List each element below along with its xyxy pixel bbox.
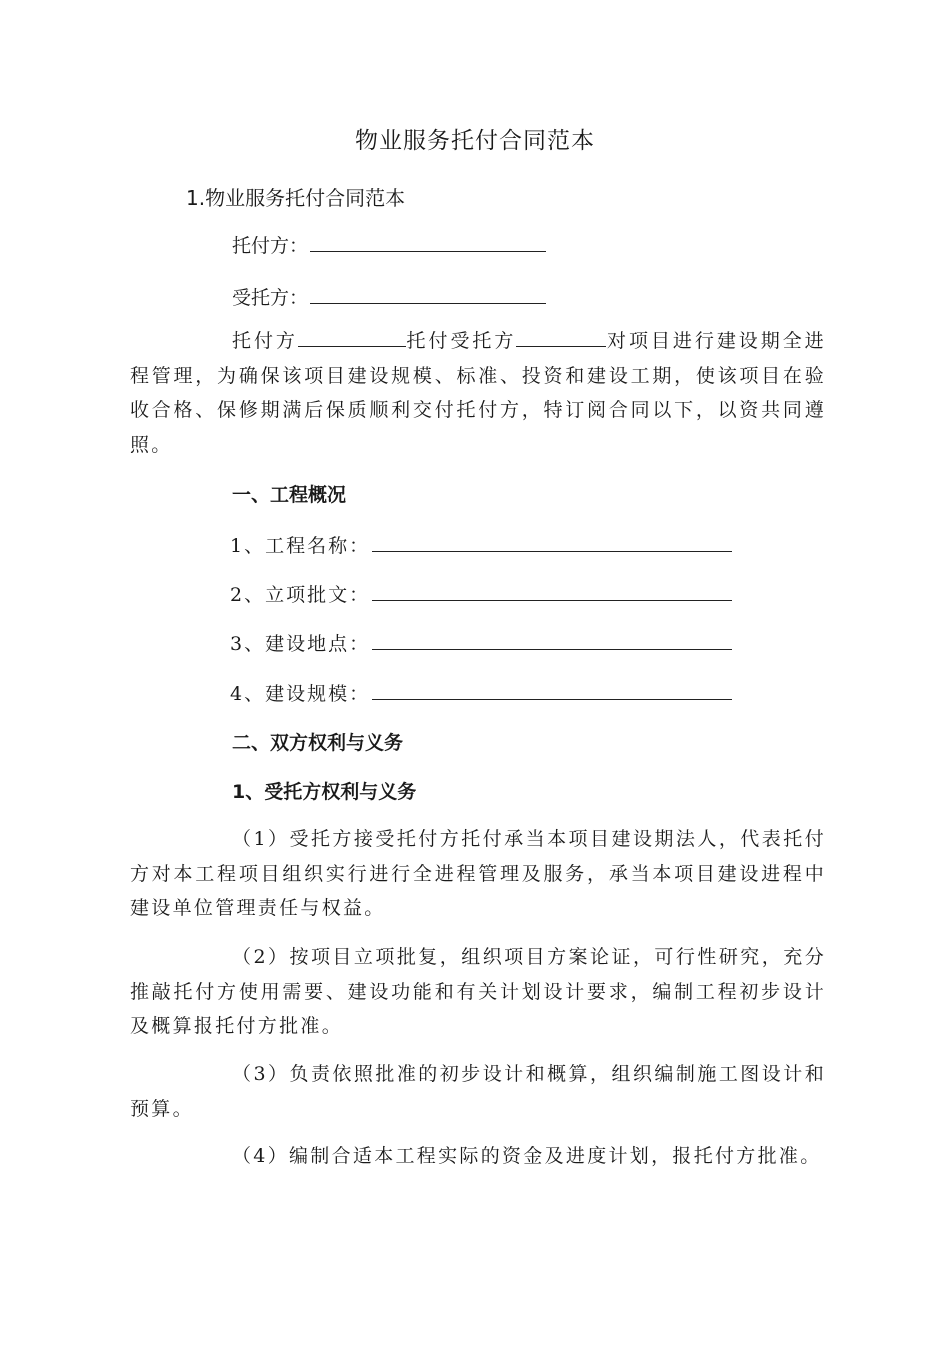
duty-paragraph-4: （4）编制合适本工程实际的资金及进度计划，报托付方批准。 [232,1145,822,1167]
item-label: 2、立项批文： [230,584,371,606]
section2-subheading: 1、受托方权利与义务 [232,781,417,803]
item-label: 3、建设地点： [230,633,371,655]
intro-blank-agent [516,330,606,347]
intro-blank-client [298,330,406,347]
item-blank [372,683,732,700]
duty-paragraph-1: （1）受托方接受托付方托付承当本项目建设期法人，代表托付方对本工程项目组织实行进行全进程管理及服务，承当本项目建设进程中建设单位管理责任与权益。 [130,828,826,919]
agent-party-blank [310,285,546,304]
client-party-label: 托付方： [232,235,309,257]
section-heading: 1.物业服务托付合同范本 [186,186,406,210]
agent-party-row [232,283,546,310]
agent-party-label: 受托方： [232,287,309,309]
project-item-name [230,531,732,558]
item-blank [372,633,732,650]
item-blank [372,584,732,601]
intro-text-2: 托付受托方 [405,330,517,352]
section2-heading: 二、双方权利与义务 [232,732,404,754]
client-party-blank [310,233,546,252]
duty-paragraph-3: （3）负责依照批准的初步设计和概算，组织编制施工图设计和预算。 [130,1063,826,1120]
intro-text-3: 对项目进行建设期全进程管理，为确保该项目建设规模、标准、投资和建设工期，使该项目在验收合格、保修期满后保质顺利交付托付方，特订阅合同以下，以资共同遵照。 [130,330,826,456]
duty-paragraph-2: （2）按项目立项批复，组织项目方案论证，可行性研究，充分推敲托付方使用需要、建设功能和有关计划设计要求，编制工程初步设计及概算报托付方批准。 [130,946,826,1037]
item-label: 4、建设规模： [230,683,371,705]
section1-heading: 一、工程概况 [232,484,347,506]
client-party-row [232,231,546,258]
item-label: 1、工程名称： [230,535,371,557]
project-item-scale [230,679,732,706]
project-item-approval [230,580,732,607]
intro-paragraph [130,324,826,462]
project-item-location [230,629,732,656]
intro-text-1: 托付方 [232,330,298,352]
item-blank [372,535,732,552]
document-title: 物业服务托付合同范本 [355,128,595,154]
